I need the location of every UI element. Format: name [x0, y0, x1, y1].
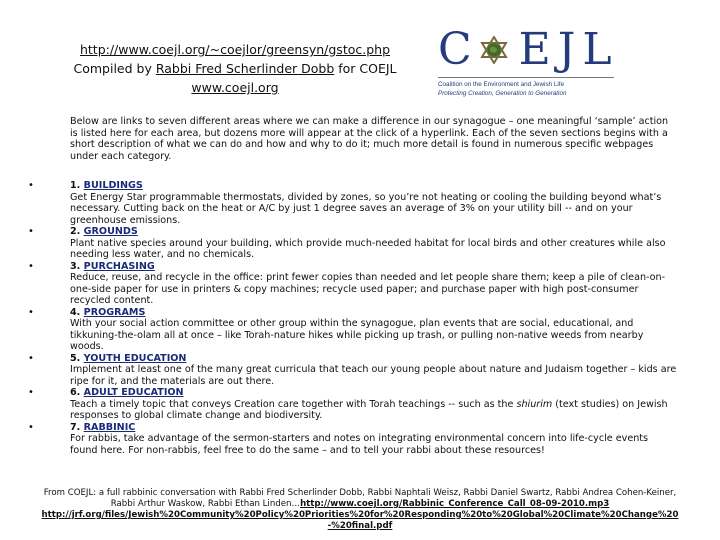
item-number: 6. — [70, 387, 84, 398]
list-item — [28, 307, 678, 353]
logo-letter-c: C — [438, 24, 479, 75]
logo-motto: Protecting Creation, Generation to Generation — [438, 90, 567, 97]
item-number: 4. — [70, 306, 84, 318]
compiled-suffix: for COEJL — [334, 61, 397, 76]
compiled-prefix: Compiled by — [73, 61, 156, 76]
list-item — [28, 353, 678, 388]
list-item — [28, 180, 678, 226]
adult-education-link[interactable]: ADULT EDUCATION — [83, 387, 184, 398]
star-of-david-globe-icon — [480, 36, 508, 64]
item-text-italic: shiurim — [516, 398, 553, 410]
item-title — [70, 226, 678, 238]
buildings-link[interactable]: BUILDINGS — [83, 180, 143, 191]
item-number: 7. — [70, 421, 84, 433]
item-text: Reduce, reuse, and recycle in the office: print fewer copies than needed and let people share them; keep a pile of clean-on-one-side paper for use in printers & copy machines; recycle used paper; and purchase paper with high post-consumer recycled content. — [70, 272, 666, 306]
item-text-after: (text studies) on Jewish responses to global climate change and biodiversity. — [70, 398, 668, 421]
item-text: Plant native species around your building, which provide much-needed habitat for local birds and other creatures while also needing less water, and no chemicals. — [70, 237, 666, 260]
grounds-link[interactable]: GROUNDS — [83, 226, 138, 237]
footer-block — [40, 488, 680, 532]
bullet: • — [28, 260, 34, 272]
bullet: • — [28, 387, 34, 398]
footer-pdf-link[interactable]: http://jrf.org/files/Jewish%20Community%20Policy%20Priorities%20for%20Responding%20to%20Global%20Climate%20Change%20-%20final.pdf — [41, 510, 679, 531]
item-text — [70, 399, 678, 422]
compiled-name-link[interactable]: Rabbi Fred Scherlinder Dobb — [155, 61, 335, 76]
header-url-line — [40, 40, 430, 59]
bullet: • — [28, 352, 34, 364]
bullet: • — [28, 421, 34, 433]
item-text-before: Teach a timely topic that conveys Creation care together with Torah teachings -- such as the — [70, 398, 517, 410]
item-title — [70, 180, 678, 192]
item-title — [70, 387, 678, 399]
compiled-by-line — [40, 59, 430, 78]
logo-letters-ejl: EJL — [518, 24, 619, 75]
item-text: With your social action committee or other group within the synagogue, plan events that are social, educational, and tikkuning-the-olam all at once – like Torah-nature hikes while picking up trash, or pulling non-native weeds from nearby woods. — [70, 318, 644, 352]
coejl-logo — [438, 26, 620, 104]
item-title — [70, 261, 678, 273]
item-number: 3. — [70, 260, 84, 272]
list-item — [28, 387, 678, 422]
logo-letters — [438, 26, 618, 74]
item-title — [70, 422, 678, 434]
item-text: For rabbis, take advantage of the sermon-starters and notes on integrating environmental concern into life-cycle events found here. For non-rabbis, feel free to do the same – and to tell your rabbi about these resources! — [70, 433, 649, 456]
bullet: • — [28, 306, 34, 318]
logo-tagline: Coalition on the Environment and Jewish Life — [438, 81, 565, 88]
item-text: Get Energy Star programmable thermostats, divided by zones, so you’re not heating or cooling the building beyond what’s necessary. Cutting back on the heat or A/C by just 1 degree saves an average of 3% on your utility bill -- and on your greenhouse emissions. — [70, 191, 662, 226]
item-number: 5. — [70, 352, 84, 364]
item-text: Implement at least one of the many great curricula that teach our young people about nature and Judaism together – kids are ripe for it, and the materials are out there. — [70, 364, 677, 387]
item-title — [70, 353, 678, 365]
header-url-link[interactable]: http://www.coejl.org/~coejlor/greensyn/gstoc.php — [79, 42, 391, 57]
footer-from-label: From COEJL: — [43, 488, 97, 498]
intro-paragraph: Below are links to seven different areas where we can make a difference in our synagogue – one meaningful ‘sample’ action is listed here for each area, but dozens more will appear at the click of a hyperlink. Each of the seven sections begins with a short description of what we can do and how and why to do it; much more detail is found in numerous specific webpages under each category. — [70, 116, 669, 162]
programs-link[interactable]: PROGRAMS — [83, 306, 146, 318]
item-number: 2. — [70, 226, 84, 237]
list-item — [28, 261, 678, 307]
bullet: • — [28, 180, 34, 191]
site-url-link[interactable]: www.coejl.org — [191, 80, 279, 95]
footer-mp3-link[interactable]: http://www.coejl.org/Rabbinic_Conference_Call_08-09-2010.mp3 — [300, 499, 610, 509]
list-item — [28, 422, 678, 457]
header-block — [40, 40, 430, 97]
item-number: 1. — [70, 180, 84, 191]
rabbinic-link[interactable]: RABBINIC — [83, 421, 136, 433]
logo-divider — [438, 77, 614, 78]
site-url-line — [40, 78, 430, 97]
bullet: • — [28, 226, 34, 237]
action-area-list — [28, 180, 678, 456]
purchasing-link[interactable]: PURCHASING — [83, 260, 155, 272]
youth-education-link[interactable]: YOUTH EDUCATION — [83, 352, 187, 364]
footer-from-text: a full rabbinic conversation with Rabbi Fred Scherlinder Dobb, Rabbi Naphtali Weisz, Rabbi Daniel Swartz, Rabbi Andrea Cohen-Keiner, Rabbi Arthur Waskow, Rabbi Ethan Linden… — [96, 488, 677, 509]
item-title — [70, 307, 678, 319]
list-item — [28, 226, 678, 261]
